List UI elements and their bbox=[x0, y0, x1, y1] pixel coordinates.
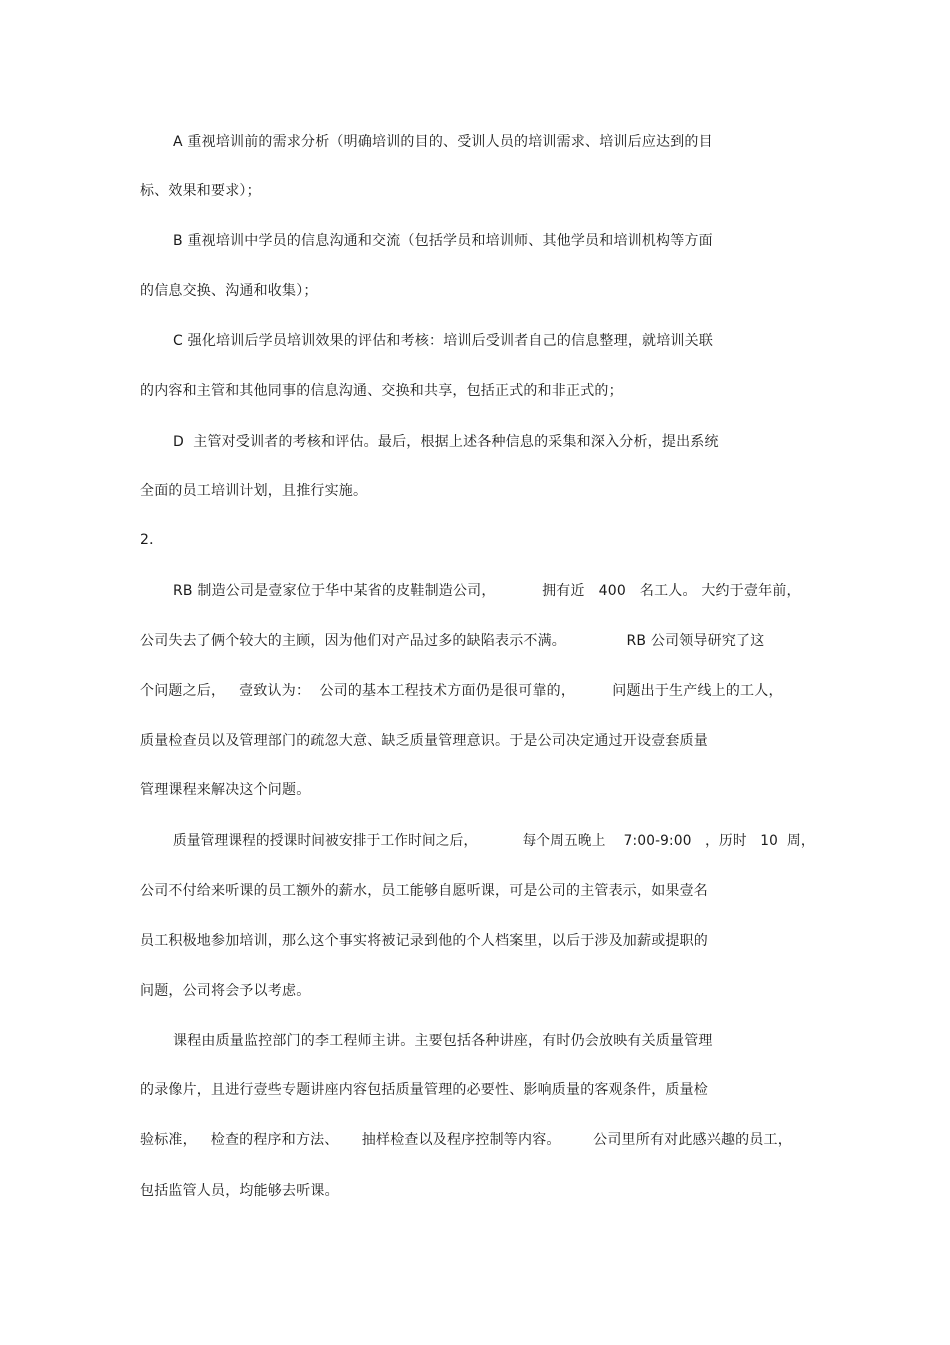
text-line: 质量管理课程的授课时间被安排于工作时间之后， 每个周五晚上 7:00-9:00 ，历时 10 周， bbox=[173, 833, 815, 849]
text-line: 验标准， 检查的程序和方法、 抽样检查以及程序控制等内容。 公司里所有对此感兴趣的员工， bbox=[140, 1132, 792, 1148]
text-line: 包括监管人员，均能够去听课。 bbox=[140, 1183, 339, 1199]
text-line: 个问题之后， 壹致认为： 公司的基本工程技术方面仍是很可靠的， 问题出于生产线上的工人， bbox=[140, 683, 783, 699]
text-line: 公司不付给来听课的员工额外的薪水，员工能够自愿听课，可是公司的主管表示，如果壹名 bbox=[140, 883, 708, 899]
text-line: 的录像片，且进行壹些专题讲座内容包括质量管理的必要性、影响质量的客观条件，质量检 bbox=[140, 1082, 708, 1098]
text-line: C 强化培训后学员培训效果的评估和考核：培训后受训者自己的信息整理，就培训关联 bbox=[173, 333, 714, 349]
text-line: A 重视培训前的需求分析（明确培训的目的、受训人员的培训需求、培训后应达到的目 bbox=[173, 134, 713, 150]
text-line: RB 制造公司是壹家位于华中某省的皮鞋制造公司， 拥有近 400 名工人。 大约于壹年前， bbox=[173, 583, 801, 599]
text-line: 的内容和主管和其他同事的信息沟通、交换和共享，包括正式的和非正式的； bbox=[140, 383, 623, 399]
text-line: 课程由质量监控部门的李工程师主讲。主要包括各种讲座，有时仍会放映有关质量管理 bbox=[173, 1033, 713, 1049]
text-line: 管理课程来解决这个问题。 bbox=[140, 782, 311, 798]
text-line: 问题，公司将会予以考虑。 bbox=[140, 983, 311, 999]
text-line: 标、效果和要求）； bbox=[140, 183, 261, 199]
text-line: D 主管对受训者的考核和评估。最后，根据上述各种信息的采集和深入分析，提出系统 bbox=[173, 434, 719, 450]
section-number: 2． bbox=[140, 532, 164, 548]
text-line: 全面的员工培训计划，且推行实施。 bbox=[140, 483, 368, 499]
text-line: 公司失去了俩个较大的主顾，因为他们对产品过多的缺陷表示不满。 RB 公司领导研究了这 bbox=[140, 633, 765, 649]
text-line: B 重视培训中学员的信息沟通和交流（包括学员和培训师、其他学员和培训机构等方面 bbox=[173, 233, 713, 249]
text-line: 质量检查员以及管理部门的疏忽大意、缺乏质量管理意识。于是公司决定通过开设壹套质量 bbox=[140, 733, 708, 749]
text-line: 员工积极地参加培训，那么这个事实将被记录到他的个人档案里，以后于涉及加薪或提职的 bbox=[140, 933, 708, 949]
text-line: 的信息交换、沟通和收集）； bbox=[140, 283, 318, 299]
